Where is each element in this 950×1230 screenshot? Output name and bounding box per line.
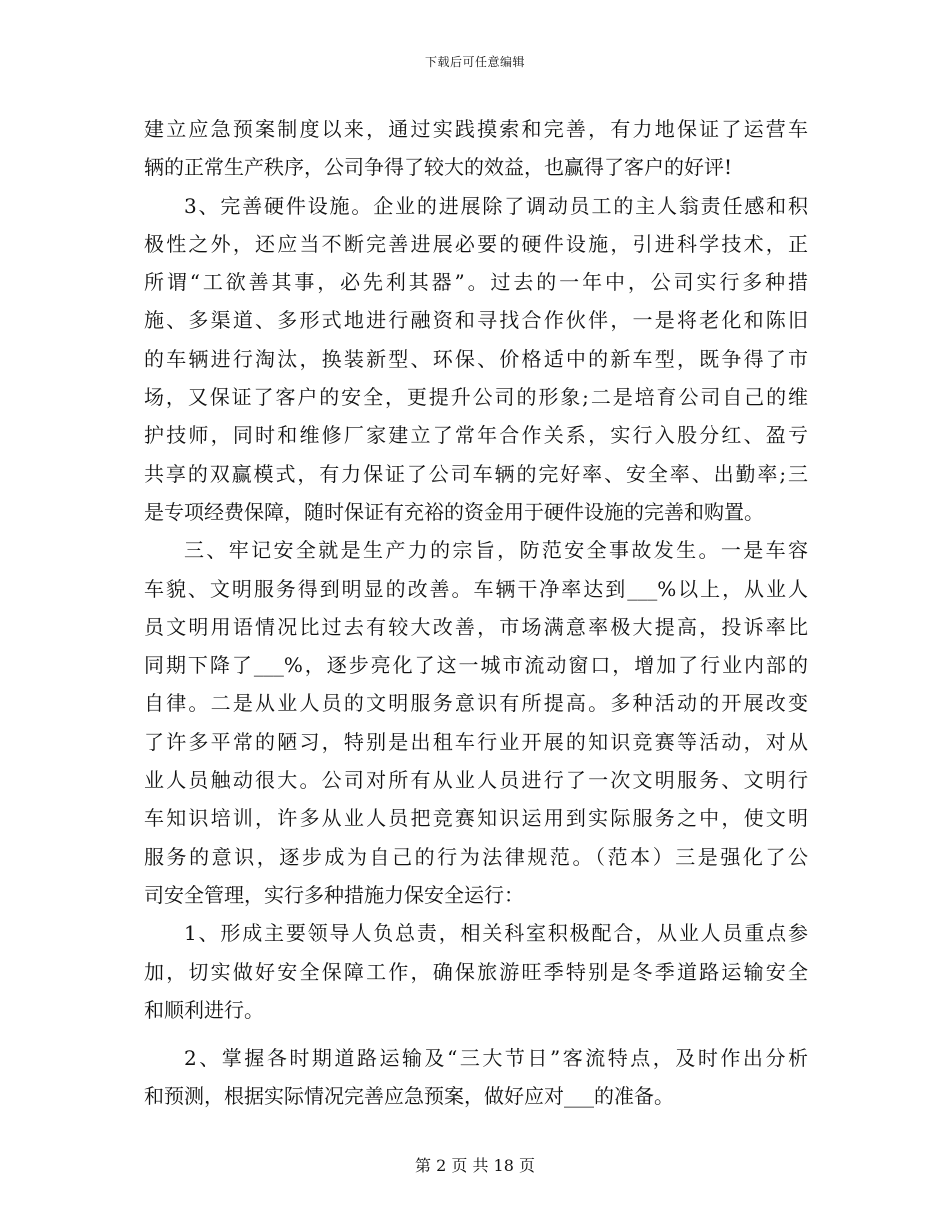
text-line: 场，又保证了客户的安全，更提升公司的形象;二是培育公司自己的维 xyxy=(144,385,808,410)
text-line: 和预测，根据实际情况完善应急预案，做好应对___的准备。 xyxy=(144,1084,674,1109)
text-line: 车知识培训，许多从业人员把竞赛知识运用到实际服务之中，使文明 xyxy=(144,806,808,831)
text-line: 同期下降了___%，逐步亮化了这一城市流动窗口，增加了行业内部的 xyxy=(144,653,808,678)
document-body xyxy=(144,110,808,1116)
text-line: 和顺利进行。 xyxy=(144,997,264,1022)
text-line: 建立应急预案制度以来，通过实践摸索和完善，有力地保证了运营车 xyxy=(144,117,808,141)
text-line: 施、多渠道、多形式地进行融资和寻找合作伙伴，一是将老化和陈旧 xyxy=(144,308,808,333)
text-line: 车貌、文明服务得到明显的改善。车辆干净率达到___%以上，从业人 xyxy=(144,576,808,601)
paragraph-start: 三、牢记安全就是生产力的宗旨，防范安全事故发生。一是车容 xyxy=(184,538,808,563)
text-line: 业人员触动很大。公司对所有从业人员进行了一次文明服务、文明行 xyxy=(144,768,808,793)
text-line: 所谓“工欲善其事，必先利其器”。过去的一年中，公司实行多种措 xyxy=(144,270,808,295)
text-line: 司安全管理，实行多种措施力保安全运行： xyxy=(144,882,524,907)
page-number: 第 2 页 共 18 页 xyxy=(415,1156,535,1175)
page-header: 下载后可任意编辑 xyxy=(424,55,525,69)
paragraph-start: 3、完善硬件设施。企业的进展除了调动员工的主人翁责任感和积 xyxy=(184,193,808,218)
text-line: 员文明用语情况比过去有较大改善，市场满意率极大提高，投诉率比 xyxy=(144,614,808,639)
paragraph-start: 2、掌握各时期道路运输及“三大节日”客流特点，及时作出分析 xyxy=(184,1046,808,1071)
text-line: 极性之外，还应当不断完善进展必要的硬件设施，引进科学技术，正 xyxy=(144,231,808,256)
text-line: 加，切实做好安全保障工作，确保旅游旺季特别是冬季道路运输安全 xyxy=(144,959,808,984)
text-line: 自律。二是从业人员的文明服务意识有所提高。多种活动的开展改变 xyxy=(144,691,808,716)
text-line: 共享的双赢模式，有力保证了公司车辆的完好率、安全率、出勤率;三 xyxy=(144,461,808,486)
text-line: 的车辆进行淘汰，换装新型、环保、价格适中的新车型，既争得了市 xyxy=(144,346,808,371)
text-line: 服务的意识，逐步成为自己的行为法律规范。（范本）三是强化了公 xyxy=(144,844,808,869)
text-line: 了许多平常的陋习，特别是出租车行业开展的知识竞赛等活动，对从 xyxy=(144,729,808,754)
text-line: 是专项经费保障，随时保证有充裕的资金用于硬件设施的完善和购置。 xyxy=(144,499,764,524)
text-line: 护技师，同时和维修厂家建立了常年合作关系，实行入股分红、盈亏 xyxy=(144,423,808,448)
text-line: 辆的正常生产秩序，公司争得了较大的效益，也赢得了客户的好评! xyxy=(144,155,733,180)
paragraph-start: 1、形成主要领导人负总责，相关科室积极配合，从业人员重点参 xyxy=(184,921,808,946)
